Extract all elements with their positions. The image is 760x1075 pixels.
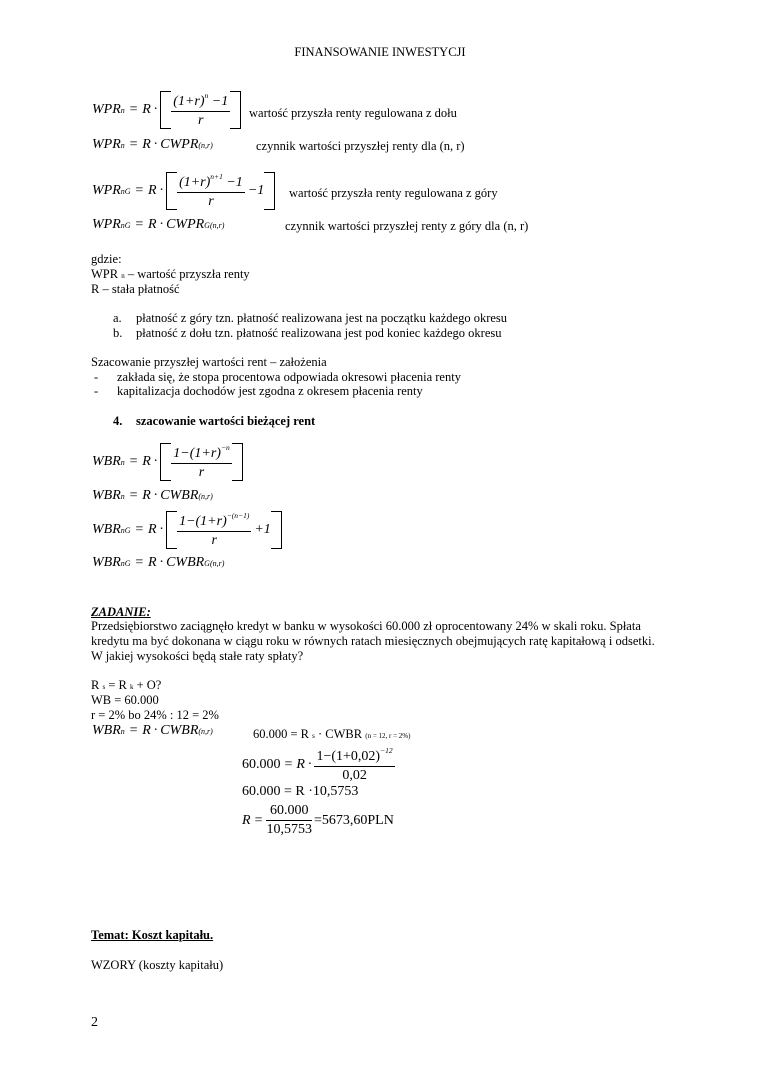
assumption-marker-1: -: [94, 370, 99, 384]
plus-one: +1: [254, 522, 271, 537]
equals: =: [128, 488, 139, 503]
task-title: ZADANIE:: [91, 605, 151, 619]
formula-wbr-cwbr-G: [92, 555, 224, 571]
formulas-heading: WZORY (koszty kapitału): [91, 958, 224, 972]
denominator-r: r: [198, 113, 204, 128]
dot: ·: [153, 723, 158, 738]
gdzie-wpr: [91, 267, 250, 282]
cwbr-symbol: CWBR: [160, 488, 199, 503]
eq3-fraction: [266, 803, 312, 838]
wbr-symbol: WBR: [92, 488, 121, 503]
eq1-left: 60.000: [242, 757, 281, 772]
right-cwbr: · CWBR: [314, 727, 363, 741]
bracket-left: [160, 443, 171, 481]
wpr-symbol: WPR: [92, 137, 121, 152]
gdzie-wpr-desc: – wartość przyszła renty: [124, 267, 250, 281]
assumption-marker-2: -: [94, 384, 99, 398]
dot: ·: [153, 454, 158, 469]
wpr-symbol: WPR: [92, 217, 121, 232]
solution-line-1: [91, 678, 161, 693]
denominator-r: r: [198, 465, 205, 480]
formula-wbr-n: [92, 443, 243, 481]
eq3-result: =5673,60PLN: [313, 812, 394, 828]
R-symbol: R: [142, 102, 151, 117]
solution-eq-2: 60.000 = R ·10,5753: [242, 784, 359, 799]
sub-nr: (n,r): [198, 726, 213, 736]
sub-n: n: [120, 105, 125, 115]
bracket-left: [166, 511, 177, 549]
exponent-n: n: [204, 91, 209, 100]
solution-eq-3: [242, 803, 394, 838]
R-symbol: R: [242, 812, 251, 828]
cwbr-symbol: CWBR: [166, 555, 205, 570]
dot: ·: [307, 757, 312, 772]
R-symbol: R: [148, 183, 157, 198]
rk-symbol: = R: [105, 678, 127, 692]
rs-sub: s: [102, 683, 106, 691]
formula-wbr-nG: [92, 511, 282, 549]
one-plus-r: (1+r): [173, 94, 205, 109]
one-plus-r: (1+r): [179, 175, 211, 190]
wpr-symbol: WPR: [92, 102, 121, 117]
topic-title: Temat: Koszt kapitału.: [91, 928, 214, 942]
one-minus-term: 1−(1+r): [179, 514, 227, 529]
wpr-symbol: WPR: [92, 183, 121, 198]
dot: ·: [159, 522, 164, 537]
cwpr-symbol: CWPR: [160, 137, 199, 152]
R-symbol: R: [142, 488, 151, 503]
denominator-r: r: [208, 194, 214, 209]
sub-nG: nG: [120, 186, 131, 196]
R-symbol: R: [148, 555, 157, 570]
plus-o: + O?: [133, 678, 162, 692]
sub-Gnr: G(n,r): [204, 220, 225, 230]
page-header: FINANSOWANIE INWESTYCJI: [294, 45, 466, 59]
sub-nG: nG: [120, 525, 131, 535]
bracket-left: [160, 91, 171, 129]
desc-cwpr: czynnik wartości przyszłej renty dla (n, r): [256, 139, 465, 153]
sub-nG: nG: [120, 220, 131, 230]
eq3-denominator: 10,5753: [266, 822, 312, 837]
sub-n: n: [120, 491, 125, 501]
solution-line-3: r = 2% bo 24% : 12 = 2%: [91, 708, 219, 722]
equals: =: [134, 555, 144, 570]
formula-wpr-cwpr-G: [92, 217, 224, 233]
solution-line-2: WB = 60.000: [91, 693, 159, 707]
section-4-number: 4.: [113, 414, 123, 428]
sub-n: n: [120, 140, 125, 150]
gdzie-r: R – stała płatność: [91, 282, 180, 296]
wbr-symbol: WBR: [92, 723, 121, 738]
eq1-denominator: 0,02: [342, 768, 367, 783]
formula-wpr-nG: [92, 172, 275, 210]
right-lhs: 60.000 = R: [253, 727, 310, 741]
equals: =: [134, 522, 144, 537]
eq3-numerator: 60.000: [266, 803, 312, 821]
exponent-neg-n: −n: [220, 443, 230, 452]
dot: ·: [153, 102, 158, 117]
page-number: 2: [91, 1015, 98, 1030]
wbr-symbol: WBR: [92, 522, 121, 537]
cwpr-symbol: CWPR: [166, 217, 205, 232]
dot: ·: [153, 137, 158, 152]
dot: ·: [159, 555, 164, 570]
equals: =: [128, 723, 139, 738]
R-symbol: R: [296, 757, 305, 772]
eq1-fraction: [314, 746, 394, 784]
bracket-left: [166, 172, 177, 210]
dot: ·: [159, 217, 164, 232]
equals: =: [128, 137, 139, 152]
list-item-b: płatność z dołu tzn. płatność realizowana jest pod koniec każdego okresu: [136, 326, 502, 340]
equals: =: [284, 757, 293, 772]
minus-one: −1: [226, 175, 243, 190]
right-params: (n = 12, r = 2%): [365, 732, 411, 740]
gdzie-label: gdzie:: [91, 252, 122, 266]
dot: ·: [153, 488, 158, 503]
formula-wbr-cwbr: [92, 488, 213, 504]
fraction: [171, 443, 231, 481]
sub-nG: nG: [120, 558, 131, 568]
R-symbol: R: [148, 522, 157, 537]
desc-cwpr-G: czynnik wartości przyszłej renty z góry dla (n, r): [285, 219, 529, 233]
exponent-n1: n+1: [210, 172, 223, 181]
assumptions-title: Szacowanie przyszłej wartości rent – założenia: [91, 355, 327, 369]
formula-wpr-n: [92, 91, 241, 129]
exponent-neg-n1: −(n−1): [226, 511, 250, 520]
assumption-2: kapitalizacja dochodów jest zgodna z okresem płacenia renty: [117, 384, 423, 398]
rk-sub: k: [129, 683, 134, 691]
section-4-title: szacowanie wartości bieżącej rent: [136, 414, 316, 428]
list-marker-b: b.: [113, 326, 123, 340]
list-marker-a: a.: [113, 311, 122, 325]
equals: =: [254, 812, 263, 828]
right-sub: s: [312, 732, 315, 740]
fraction: [177, 511, 251, 549]
bracket-right: [264, 172, 275, 210]
R-symbol: R: [142, 454, 151, 469]
formula-wpr-cwpr: [92, 137, 213, 153]
formula-solution-wbr: [92, 723, 213, 739]
equals: =: [128, 102, 139, 117]
wbr-symbol: WBR: [92, 555, 121, 570]
R-symbol: R: [142, 137, 151, 152]
task-text-1: Przedsiębiorstwo zaciągnęło kredyt w banku w wysokości 60.000 zł oprocentowany 24% w skali roku. Spłata: [91, 619, 641, 633]
R-symbol: R: [142, 723, 151, 738]
eq1-exponent: −12: [380, 746, 393, 755]
equals: =: [128, 454, 139, 469]
desc-wpr-n: wartość przyszła renty regulowana z dołu: [249, 106, 457, 120]
denominator-r: r: [211, 533, 217, 548]
task-text-2: kredytu ma być dokonana w ciągu roku w równych ratach miesięcznych obejmujących ratę kapitałową i odsetki.: [91, 634, 655, 648]
solution-right: [253, 727, 410, 742]
sub-n: n: [120, 457, 125, 467]
cwbr-symbol: CWBR: [160, 723, 199, 738]
solution-eq-1: [242, 746, 395, 784]
bracket-right: [232, 443, 243, 481]
wbr-symbol: WBR: [92, 454, 121, 469]
gdzie-wpr-sub: n: [121, 272, 125, 280]
sub-Gnr: G(n,r): [204, 558, 225, 568]
bracket-right: [230, 91, 241, 129]
eq1-numerator: 1−(1+0,02): [316, 749, 381, 764]
R-symbol: R: [148, 217, 157, 232]
minus-one: −1: [211, 94, 229, 109]
sub-nr: (n,r): [198, 140, 213, 150]
equals: =: [134, 217, 144, 232]
minus-one-outer: −1: [247, 183, 265, 198]
one-minus-term: 1−(1+r): [173, 446, 221, 461]
fraction: [171, 91, 230, 129]
bracket-right: [271, 511, 282, 549]
task-text-3: W jakiej wysokości będą stałe raty spłaty?: [91, 649, 304, 663]
rs-symbol: R: [91, 678, 100, 692]
fraction: [177, 172, 245, 210]
assumption-1: zakłada się, że stopa procentowa odpowiada okresowi płacenia renty: [117, 370, 461, 384]
list-item-a: płatność z góry tzn. płatność realizowana jest na początku każdego okresu: [136, 311, 508, 325]
equals: =: [134, 183, 144, 198]
dot: ·: [159, 183, 164, 198]
desc-wpr-nG: wartość przyszła renty regulowana z góry: [289, 186, 498, 200]
gdzie-wpr-symbol: WPR: [91, 267, 119, 281]
sub-n: n: [120, 726, 125, 736]
sub-nr: (n,r): [198, 491, 213, 501]
